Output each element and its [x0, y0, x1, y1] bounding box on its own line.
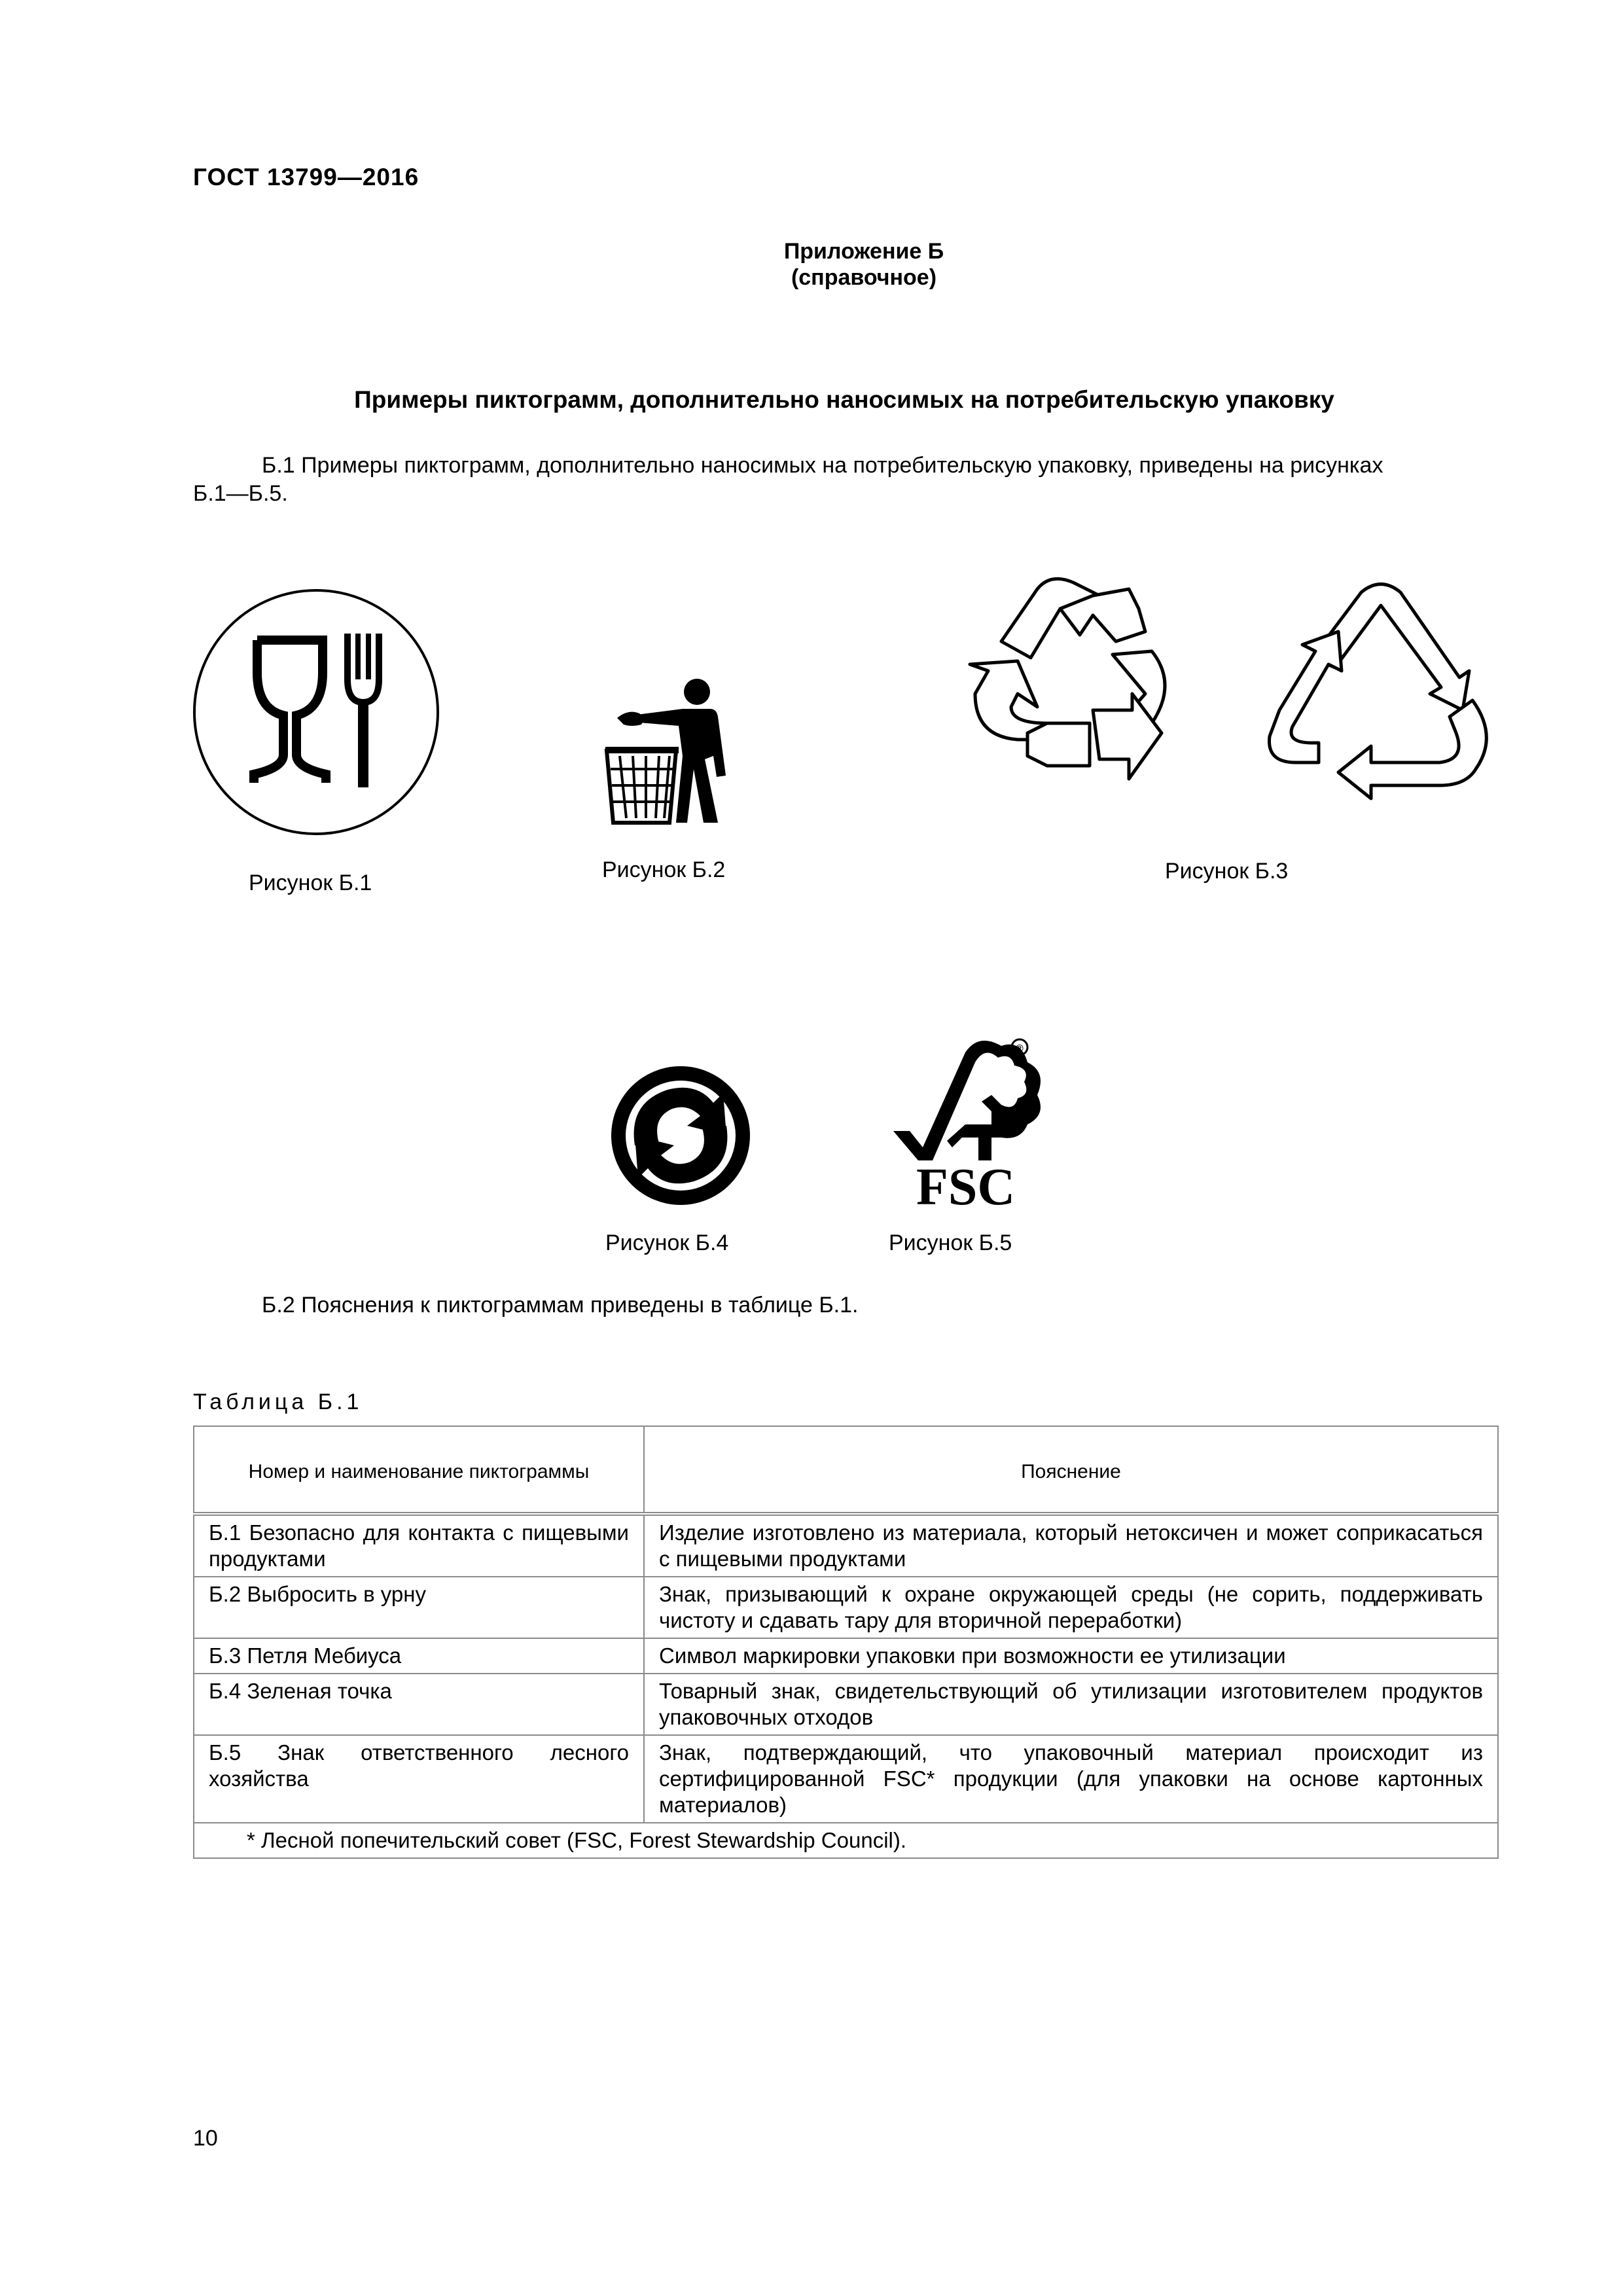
table-row — [194, 1674, 1498, 1735]
appendix-title: Приложение Б — [783, 239, 944, 264]
table-label: Таблица Б.1 — [193, 1390, 363, 1414]
table-header-explanation: Пояснение — [644, 1426, 1498, 1514]
page-number: 10 — [193, 2126, 218, 2151]
table-cell-desc: Символ маркировки упаковки при возможности ее утилизации — [644, 1638, 1498, 1674]
table-footnote-row — [194, 1823, 1498, 1858]
standard-code: ГОСТ 13799—2016 — [193, 164, 419, 190]
table-cell-name: Б.1 Безопасно для контакта с пищевыми продуктами — [194, 1514, 644, 1577]
table-row — [194, 1577, 1498, 1638]
figure-b1-caption: Рисунок Б.1 — [249, 870, 372, 895]
table-cell-name: Б.2 Выбросить в урну — [194, 1577, 644, 1638]
table-row — [194, 1638, 1498, 1674]
table-cell-name: Б.3 Петля Мебиуса — [194, 1638, 644, 1674]
table-row — [194, 1514, 1498, 1577]
explanations-table — [193, 1426, 1499, 1859]
glass-fork-icon — [192, 588, 440, 836]
fsc-logo-text: FSC — [916, 1158, 1016, 1216]
figure-b2-caption: Рисунок Б.2 — [602, 857, 726, 882]
table-header-row — [194, 1426, 1498, 1514]
table-cell-name: Б.4 Зеленая точка — [194, 1674, 644, 1735]
table-header-name: Номер и наименование пиктограммы — [194, 1426, 644, 1514]
paragraph-b2 — [193, 1291, 1499, 1319]
paragraph-b1 — [193, 452, 1499, 508]
table-cell-desc: Изделие изготовлено из материала, который нетоксичен и может соприкасаться с пищевыми продуктами — [644, 1514, 1498, 1577]
paragraph-b1-line1: Б.1 Примеры пиктограмм, дополнительно наносимых на потребительскую упаковку, приведены на рисунках — [262, 453, 1383, 478]
green-dot-icon — [609, 1064, 753, 1208]
appendix-subtitle: (справочное) — [791, 265, 937, 290]
fsc-logo-icon — [887, 1033, 1057, 1216]
paragraph-b1-line2: Б.1—Б.5. — [193, 481, 288, 506]
figure-b5-caption: Рисунок Б.5 — [889, 1230, 1012, 1255]
figure-b4-caption: Рисунок Б.4 — [605, 1230, 729, 1255]
table-cell-desc: Знак, призывающий к охране окружающей среды (не сорить, поддерживать чистоту и сдавать тару для вторичной переработки) — [644, 1577, 1498, 1638]
registered-mark: ® — [1016, 1043, 1024, 1054]
table-cell-desc: Товарный знак, свидетельствующий об утилизации изготовителем продуктов упаковочных отходов — [644, 1674, 1498, 1735]
mobius-triangle-icon — [1263, 579, 1502, 802]
table-row — [194, 1735, 1498, 1823]
section-heading: Примеры пиктограмм, дополнительно наносимых на потребительскую упаковку — [354, 386, 1334, 413]
paragraph-b2-text: Б.2 Пояснения к пиктограммам приведены в таблице Б.1. — [262, 1293, 859, 1318]
figure-b3-caption: Рисунок Б.3 — [1165, 859, 1289, 884]
mobius-loop-icon — [962, 569, 1211, 818]
table-cell-desc: Знак, подтверждающий, что упаковочный материал происходит из сертифицированной FSC* продукции (для упаковки на основе картонных материалов) — [644, 1735, 1498, 1823]
tidyman-icon — [605, 677, 736, 828]
table-cell-name: Б.5 Знак ответственного лесного хозяйства — [194, 1735, 644, 1823]
table-footnote: * Лесной попечительский совет (FSC, Forest Stewardship Council). — [194, 1823, 1498, 1858]
